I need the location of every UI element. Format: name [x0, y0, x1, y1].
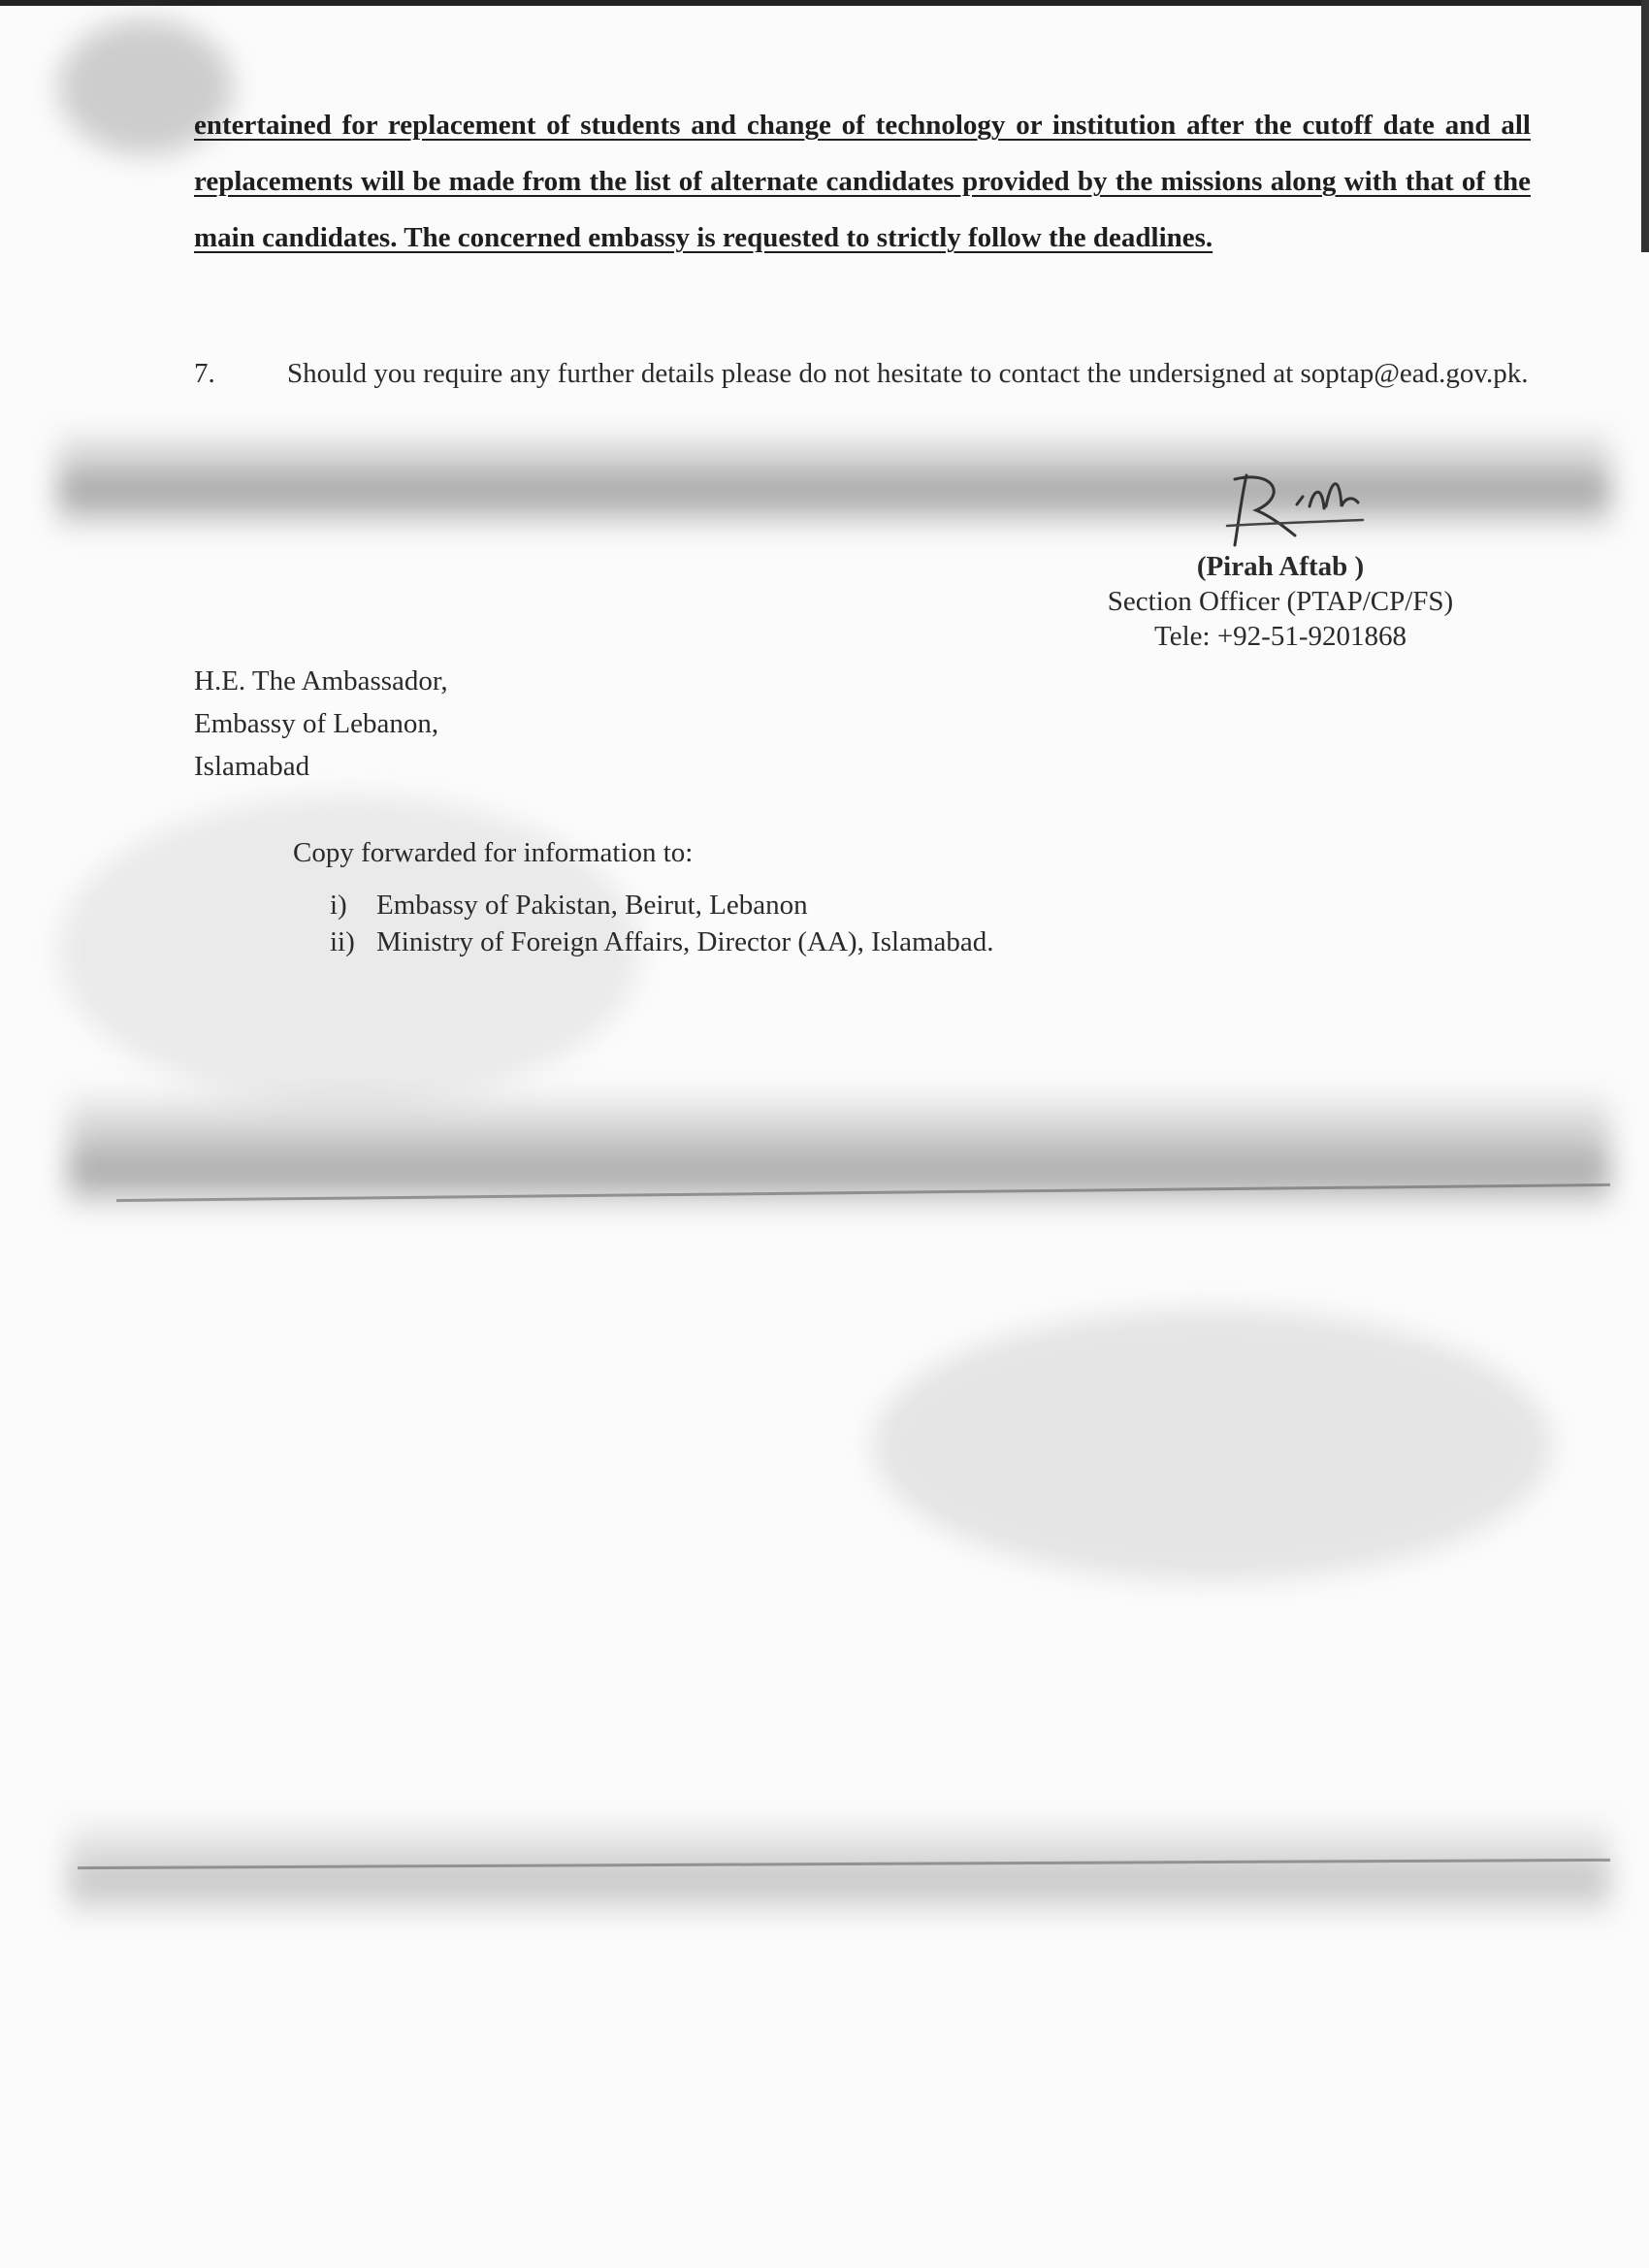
paragraph-6-continuation [194, 97, 1531, 266]
copy-forwarded-heading: Copy forwarded for information to: [293, 837, 694, 868]
scan-crease [78, 1859, 1610, 1869]
addressee-block [194, 660, 448, 788]
list-marker: ii) [330, 926, 355, 957]
list-marker: i) [330, 890, 347, 921]
signature-block [1028, 549, 1533, 654]
paragraph-6-text: entertained for replacement of students and change of technology or institution after the cutoff date and all replacements will be made from the list of alternate candidates provided by the missions along with that of the main candidates. The concerned embassy is requested to strictly follow the deadlines. [194, 110, 1531, 253]
paragraph-7-text: Should you require any further details please do not hesitate to contact the undersigned at soptap@ead.gov.pk. [287, 358, 1529, 389]
copy-forwarded-list [330, 887, 994, 960]
addressee-line: Embassy of Lebanon, [194, 708, 439, 739]
paragraph-7 [194, 345, 1531, 402]
signatory-phone: Tele: +92-51-9201868 [1154, 621, 1406, 652]
signatory-name: (Pirah Aftab ) [1196, 551, 1365, 582]
list-item-text: Ministry of Foreign Affairs, Director (AA), Islamabad. [376, 926, 994, 957]
list-item-text: Embassy of Pakistan, Beirut, Lebanon [376, 890, 808, 921]
signatory-title: Section Officer (PTAP/CP/FS) [1107, 586, 1454, 617]
copy-forwarded-block [293, 834, 994, 960]
scan-smudge [873, 1310, 1552, 1581]
addressee-line: Islamabad [194, 751, 310, 782]
paragraph-7-number: 7. [194, 358, 215, 389]
list-item [330, 923, 994, 960]
scan-crease [116, 1183, 1610, 1202]
scan-edge-top [0, 0, 1649, 6]
addressee-line: H.E. The Ambassador, [194, 665, 448, 697]
scan-smudge [68, 1086, 1610, 1213]
list-item [330, 887, 994, 923]
scan-edge-right [1641, 0, 1649, 252]
scan-smudge [68, 1814, 1610, 1921]
